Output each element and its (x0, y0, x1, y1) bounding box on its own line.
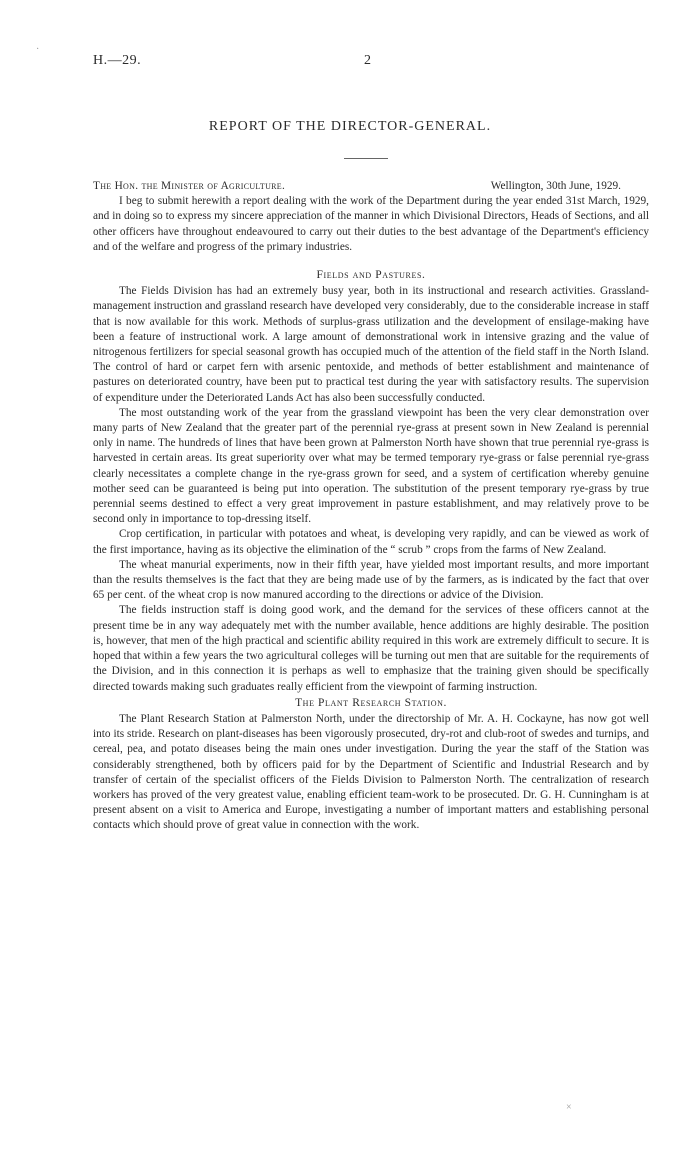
page-number: 2 (364, 53, 371, 68)
report-body (93, 179, 649, 834)
scan-mark: · (36, 44, 40, 55)
title-divider (344, 158, 388, 159)
addressee: The Hon. the Minister of Agriculture. (93, 180, 286, 192)
document-reference: H.—29. (93, 53, 142, 68)
paragraph: Crop certification, in particular with potatoes and wheat, is developing very rapidly, and can be viewed as work of the first importance, having as its objective the elimination of the “ scrub ” crops from the farms of New Zealand. (93, 528, 649, 556)
intro-paragraph: I beg to submit herewith a report dealing with the work of the Department during the year ended 31st March, 1929, and in doing so to express my sincere appreciation of the manner in which Divisional Directors, Heads of Sections, and all other officers have throughout endeavoured to carry out their duties to the best advantage of the Department's efficiency and of the welfare and progress of the primary industries. (93, 195, 649, 253)
scan-mark: × (566, 1102, 572, 1113)
section-heading-plant-research: The Plant Research Station. (295, 696, 447, 709)
paragraph: The Plant Research Station at Palmerston North, under the directorship of Mr. A. H. Cockayne, has now got well into its stride. Research on plant-diseases has been vigorously prosecuted, dry-rot and club-root of swedes and turnips, and cereal, pea, and potato diseases being the main ones under investigation. During the year the staff of the Station was considerably strengthened, both by officers paid for by the Department of Scientific and Industrial Research and by transfer of certain of the specialist officers of the Fields Division to Palmerston North. The centralization of research workers has proved of the very greatest value, enabling efficient team-work to be prosecuted. Dr. G. H. Cunningham is at present absent on a visit to America and Europe, investigating a number of important matters and establishing personal contacts which should prove of great value in connection with the work. (93, 712, 649, 832)
paragraph: The most outstanding work of the year from the grassland viewpoint has been the very clear demonstration over many parts of New Zealand that the greater part of the perennial rye-grass at present sown in New Zealand is perennial only in name. The hundreds of lines that have been grown at Palmerston North have shown that true perennial rye-grass is harvested in certain areas. Its great superiority over what may be termed temporary rye-grass or false perennial rye-grass clearly necessitates a complete change in the rye-grass grown for seed, and a system of certification whereby genuine mother seed can be guaranteed is being put into operation. The substitution of the present temporary rye-grass by true perennial seems destined to effect a very great improvement in pasture establishment, and may relatively prove to be second only in importance to top-dressing itself. (93, 406, 649, 526)
section-heading-fields-pastures: Fields and Pastures. (316, 269, 426, 282)
dateline: Wellington, 30th June, 1929. (490, 180, 621, 192)
paragraph: The fields instruction staff is doing good work, and the demand for the services of these officers cannot at the present time be in any way adequately met with the number available, hence additions are highly desirable. The position is, however, that men of the high practical and scientific ability required in this work are extremely difficult to secure. It is hoped that within a few years the two agricultural colleges will be turning out men that are suitable for the requirements of the Division, and in this connection it is perhaps as well to emphasize that the training given should be specifically directed towards making such graduates really efficient from the viewpoint of farming instruction. (93, 604, 649, 693)
report-title: REPORT OF THE DIRECTOR-GENERAL. (208, 119, 492, 134)
address-line (93, 179, 649, 194)
paragraph: The wheat manurial experiments, now in their fifth year, have yielded most important results, and more important than the results themselves is the fact that they are being made use of by the farmers, as is indicated by the fact that over 65 per cent. of the wheat crop is now manured according to the directions or advice of the Division. (93, 558, 649, 602)
paragraph: The Fields Division has had an extremely busy year, both in its instructional and research activities. Grassland-management instruction and grassland research have developed very considerably, due to the considerable increase in staff that is now available for this work. Methods of surplus-grass utilization and the development of ensilage-making have been a feature of instructional work. A large amount of demonstrational work in intensive grazing and the value of nitrogenous fertilizers for special seasonal growth has occupied much of the attention of the field staff in the North Island. The control of hard or carpet fern with arsenic pentoxide, and methods of better establishment and maintenance of pastures on deteriorated country, have been put to practical test during the year with satisfactory results. The supervision of expenditure under the Deteriorated Lands Act has also been successfully conducted. (93, 285, 649, 404)
